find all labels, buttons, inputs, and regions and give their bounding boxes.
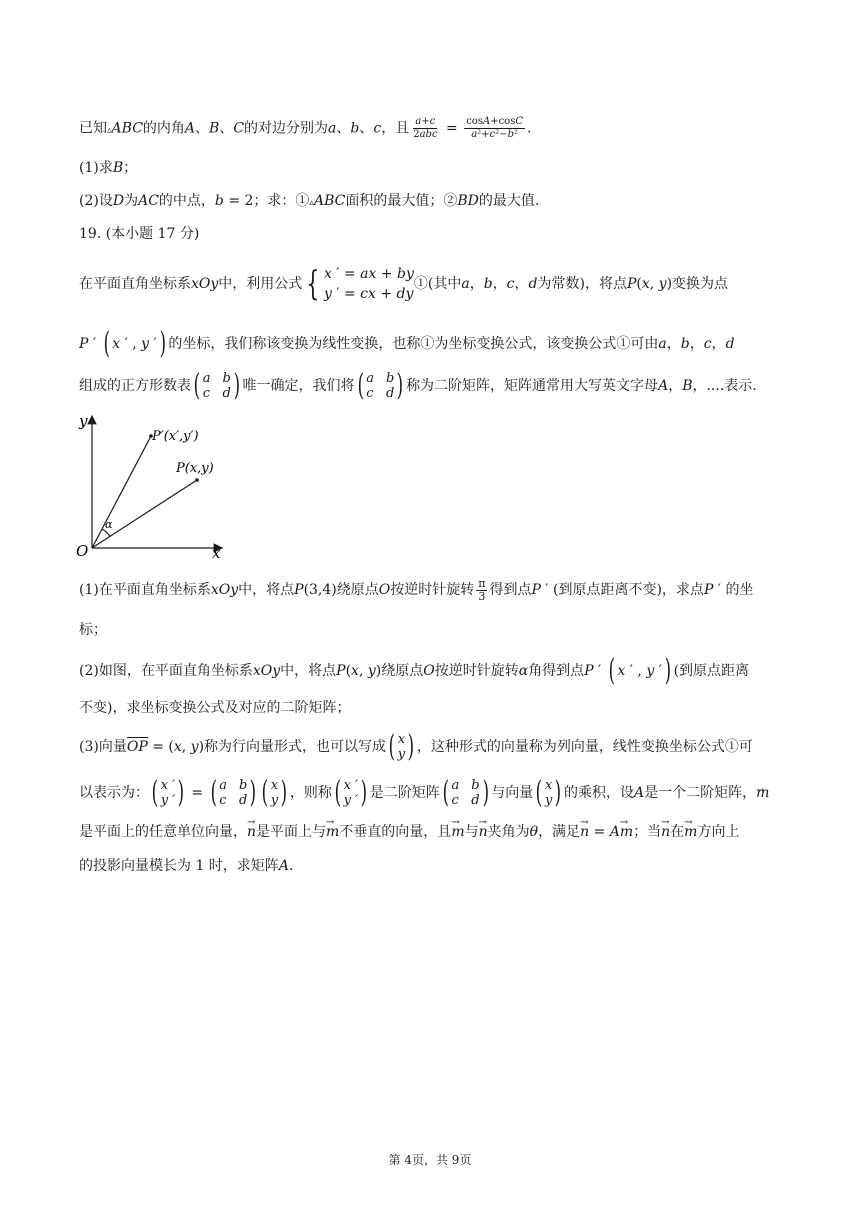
rotation-figure (74, 408, 234, 562)
q19-sub1-cont: 标； (79, 622, 107, 638)
alpha-label: α (105, 518, 113, 531)
op-line (92, 480, 197, 548)
transform-system: { x ′ = ax + by y ′ = cx + dy (306, 264, 414, 304)
page-footer: 第 4页，共 9页 (388, 1153, 472, 1167)
y-label: y (79, 412, 88, 430)
q19-sub3-line3: 是平面上的任意单位向量，→ n是平面上与→ m不垂直的向量，且→ m与→ n夹角为θ，满足→ n = A→ m；当→ n在→ m方向上 (79, 822, 739, 842)
q18-statement: 已知▵ABC的内角A、B、C的对边分别为a、b、c，且 $\frac{a+c}{\text{2abc}}$ = $\frac{\cos A+\cos C}{\text{a²+c²−b²}}$ . (79, 116, 532, 140)
q19-intro: 在平面直角坐标系xOy中，利用公式 { x ′ = ax + by y ′ = cx + dy ①(其中a，b，c，d为常数)，将点P(x, y)变换为点 (79, 264, 729, 304)
pprime-label: P′(x′,y′) (152, 429, 199, 444)
q19-sub1: (1)在平面直角坐标系xOy中，将点P(3,4)绕原点O按逆时针旋转 $\frac{\pi}{3}$ 得到点P ′ (到原点距离不变)，求点P ′ 的坐 (79, 576, 754, 603)
q19-line3: 组成的正方形数表 ( a b c d ) 唯一确定，我们将 ( a b c d ) 称为二阶矩阵，矩阵通常用大写英文字母A，B，....表示. (79, 368, 757, 403)
q19-sub2: (2)如图，在平面直角坐标系xOy中，将点P(x, y)绕原点O按逆时针旋转α角得到点P ′ ( x ′ , y ′ ) (到原点距离 (79, 653, 750, 688)
q19-sub3-line2: 以表示为： ( x ′ y ′ ) = ( a b c d ) ( x y ) ，则称 ( x ′ y ′ ) 是二阶矩阵 ( a b c d ) 与向量 ( x y ) 的乘积，设A是一个二阶矩阵，→ m (79, 776, 769, 810)
q19-sub3-line4: 的投影向量模长为 1 时，求矩阵A. (79, 858, 294, 874)
q19-sub3-line1: (3)向量OP = (x, y)称为行向量形式，也可以写成 ( x y ) ，这种形式的向量称为列向量，线性变换坐标公式①可 (79, 729, 753, 764)
q19-header: 19. (本小题 17 分) (79, 226, 200, 242)
q19-sub2-cont: 不变)，求坐标变换公式及对应的二阶矩阵； (79, 700, 351, 716)
q18-sub1: (1)求B； (79, 160, 138, 176)
q19-line2: P ′ ( x ′ , y ′ ) 的坐标，我们称该变换为线性变换，也称①为坐标变换公式，该变换公式①可由a，b，c，d (79, 326, 735, 361)
x-label: x (212, 544, 221, 562)
q18-sub2: (2)设D为AC的中点，b = 2；求：①▵ABC面积的最大值；②BD的最大值. (79, 193, 540, 209)
p-label: P(x,y) (176, 461, 214, 476)
opprime-line (92, 436, 151, 548)
point-p (195, 478, 199, 482)
origin-label: O (76, 542, 89, 560)
